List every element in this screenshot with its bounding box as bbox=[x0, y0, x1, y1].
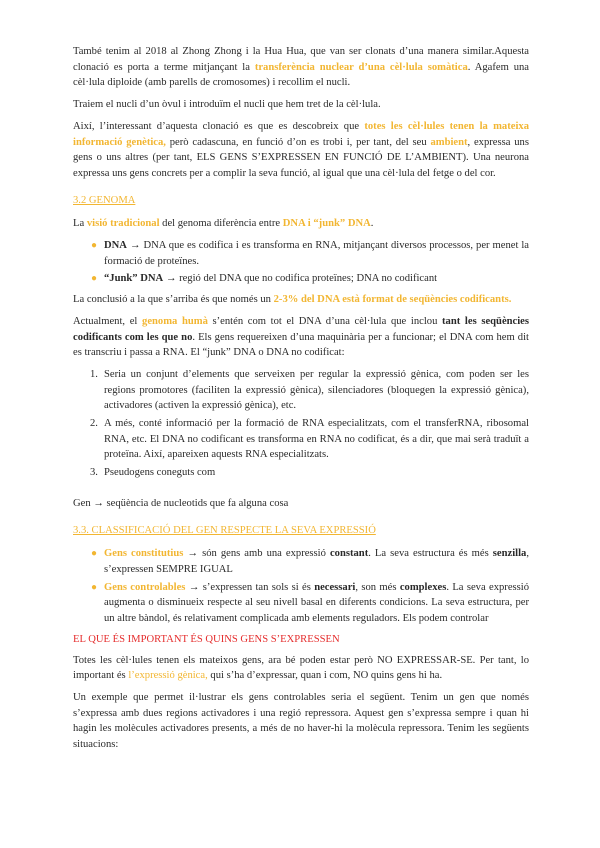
classificacio-bullet-list bbox=[73, 546, 529, 627]
spacer bbox=[73, 486, 529, 496]
bullet-icon: ● bbox=[91, 240, 98, 252]
genoma-actualment: Actualment, el genoma humà s’entén com tot el DNA d’una cèl·lula que inclou tant les seqüències codificants com les que no. Els gens requereixen d’una maquinària per a funcionar; el DNA com hem dit es transcriu i passa a RNA. El “junk” DNA o DNA no codificat: bbox=[73, 315, 530, 359]
section-title-genoma: 3.2 GENOMA bbox=[73, 194, 136, 206]
bullet-icon: ● bbox=[91, 273, 98, 285]
genoma-conclusion: La conclusió a la que s’arriba és que només un 2-3% del DNA està format de seqüències codificants. bbox=[73, 294, 512, 306]
gen-definition: Gen → seqüència de nucleotids que fa alguna cosa bbox=[73, 497, 289, 509]
intro-paragraph-1: També tenim al 2018 al Zhong Zhong i la Hua Hua, que van ser clonats d’una manera similar.Aquesta clonació es porta a terme mitjançant la transferència nuclear d’una cèl·lula somàtica. Agafem una cèl·lula diploide (amb parells de cromosomes) i recollim el nucli. bbox=[73, 46, 529, 89]
bullet-icon: ● bbox=[91, 548, 98, 560]
section-title-classificacio: 3.3. CLASSIFICACIÓ DEL GEN RESPECTE LA SEVA EXPRESSIÓ bbox=[73, 524, 376, 536]
intro-paragraph-3: Així, l’interessant d’aquesta clonació es que es descobreix que totes les cèl·lules tenen la mateixa informació genètica, però cadascuna, en funció d’on es trobi i, per tant, del seu ambient, expressa uns gens o uns altres (per tant, ELS GENS S’EXPRESSEN EN FUNCIÓ DE L’AMBIENT). Una neurona expressa uns gens concrets per a complir la seva funció, al igual que una cèl·lula del fetge o del cor. bbox=[73, 120, 529, 179]
list-item: 3. Pseudogens coneguts com bbox=[90, 467, 216, 479]
list-item: 1. Seria un conjunt d’elements que serveixen per regular la expressió gènica, com poden ser les regions promotores (faciliten la expressió gènica), silenciadores (bloquegen la expressió gènica), activadores (activen la expressió gènica), etc. bbox=[90, 368, 529, 412]
highlight-ambient: ambient bbox=[430, 136, 468, 148]
intro-paragraph-2: Traiem el nucli d’un òvul i introduïm el nucli que hem tret de la cèl·lula. bbox=[73, 99, 381, 111]
bullet-icon: ● bbox=[91, 581, 98, 593]
list-item: ● Gens constitutius → són gens amb una expressió constant. La seva estructura és més senzilla, s’expressen SEMPRE IGUAL bbox=[91, 548, 529, 575]
important-heading: EL QUE ÉS IMPORTANT ÉS QUINS GENS S’EXPRESSEN bbox=[73, 633, 340, 645]
list-item: ● DNA → DNA que es codifica i es transforma en RNA, mitjançant diversos processos, per menet la formació de proteïnes. bbox=[91, 240, 529, 267]
genoma-bullet-list bbox=[73, 238, 529, 287]
genoma-lead: La visió tradicional del genoma diferència entre DNA i “junk” DNA. bbox=[73, 218, 374, 230]
highlight-transferencia: transferència nuclear d’una cèl·lula somàtica bbox=[254, 61, 468, 73]
classificacio-paragraph-example: Un exemple que permet il·lustrar els gens controlables seria el següent. Tenim un gen que només s’expressa amb dues regions activadores i una regió repressora. Aquest gen s’expressa sempre i quan hi hagin les molècules activadores presents, a més de no haver-hi la molècula repressora. Tenim les següents situacions: bbox=[73, 691, 529, 751]
classificacio-paragraph-all: Totes les cèl·lules tenen els mateixos gens, ara bé poden estar però NO EXPRESSAR-SE. Per tant, lo important és l’expressió gènica, qui s’ha d’expressar, quan i com, NO quins gens hi ha. bbox=[73, 654, 529, 682]
list-item: 2. A més, conté informació per la formació de RNA especialitzats, com el transferRNA, ribosomal RNA, etc. El DNA no codificant es transforma en RNA no codificat, és a dir, que mai serà traduït a proteïna. Així, apareixen aquests RNA especialitzats. bbox=[90, 418, 529, 461]
genoma-numbered-list bbox=[73, 367, 529, 481]
list-item: ● “Junk” DNA → regió del DNA que no codifica proteïnes; DNA no codificant bbox=[73, 271, 529, 287]
document-content bbox=[73, 44, 529, 759]
list-item: ● Gens controlables → s’expressen tan sols si és necessari, son més complexes. La seva expressió augmenta o disminueix respecte al seu nivell basal en diferents condicions. La seva estructura, per un altre bàndol, és relativament complicada amb elements reguladors. Els podem controlar bbox=[91, 581, 530, 625]
highlight-mateixa-info: totes les cèl·lules tenen la mateixa informació genètica, bbox=[73, 120, 529, 148]
